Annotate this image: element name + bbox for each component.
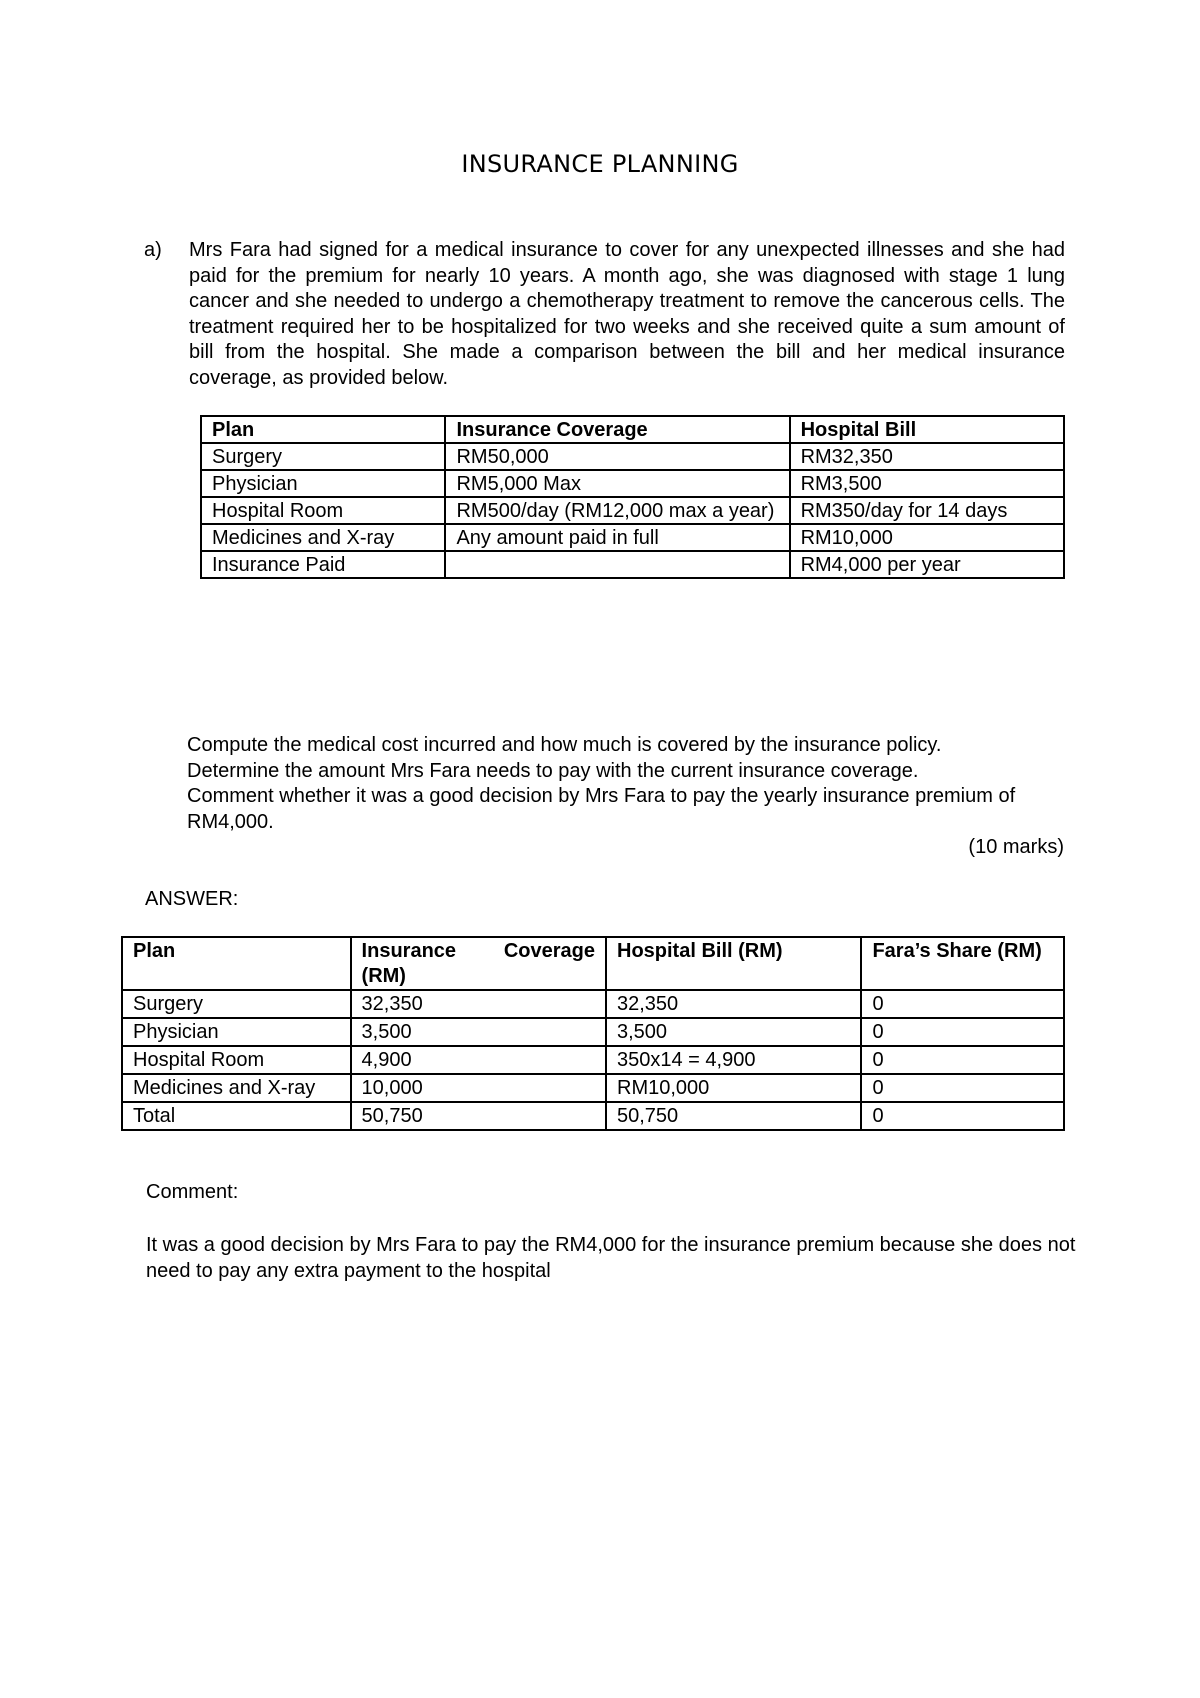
header-cell: Insurance Coverage (RM) (351, 937, 606, 990)
table-row (122, 990, 1064, 1018)
page-title: INSURANCE PLANNING (461, 150, 739, 178)
table-cell: Medicines and X-ray (122, 1074, 351, 1102)
answer-label: ANSWER: (145, 888, 239, 910)
table-cell: Surgery (201, 443, 445, 470)
table-cell: RM350/day for 14 days (790, 497, 1064, 524)
task-item: Compute the medical cost incurred and how much is covered by the insurance policy. (187, 734, 942, 756)
table-cell: RM500/day (RM12,000 max a year) (445, 497, 789, 524)
table-row (122, 1102, 1064, 1130)
table-header-row (201, 416, 1064, 443)
table-cell: Physician (122, 1018, 351, 1046)
table-cell: 3,500 (351, 1018, 606, 1046)
header-cell: Fara’s Share (RM) (861, 937, 1064, 990)
marks-label: (10 marks) (968, 836, 1064, 858)
comment-text: It was a good decision by Mrs Fara to pay the RM4,000 for the insurance premium because she does not need to pay any extra payment to the hospital (146, 1234, 1076, 1282)
task-item: Comment whether it was a good decision by Mrs Fara to pay the yearly insurance premium of RM4,000. (187, 785, 1016, 833)
table-header-row (122, 937, 1064, 990)
table-cell: 0 (861, 1102, 1064, 1130)
table-row (201, 470, 1064, 497)
table-cell: 50,750 (606, 1102, 861, 1130)
table-cell: RM10,000 (606, 1074, 861, 1102)
question-text: Mrs Fara had signed for a medical insurance to cover for any unexpected illnesses and she had paid for the premium for nearly 10 years. A month ago, she was diagnosed with stage 1 lung cancer and she needed to undergo a chemotherapy treatment to remove the cancerous cells. The treatment required her to be hospitalized for two weeks and she received quite a sum amount of bill from the hospital. She made a comparison between the bill and her medical insurance coverage, as provided below. (189, 239, 1065, 389)
header-cell: Hospital Bill (790, 416, 1064, 443)
table-cell: RM3,500 (790, 470, 1064, 497)
table-row (201, 497, 1064, 524)
table-cell: Hospital Room (201, 497, 445, 524)
table-cell: Hospital Room (122, 1046, 351, 1074)
coverage-table (200, 415, 1065, 579)
table-cell: Physician (201, 470, 445, 497)
answer-table (121, 936, 1065, 1131)
table-cell: 32,350 (606, 990, 861, 1018)
table-row (122, 1018, 1064, 1046)
table-row (122, 1046, 1064, 1074)
table-cell: 0 (861, 1046, 1064, 1074)
table-cell: Total (122, 1102, 351, 1130)
question-label: a) (144, 239, 162, 261)
table-cell: RM4,000 per year (790, 551, 1064, 578)
table-cell: 0 (861, 1074, 1064, 1102)
comment-label: Comment: (146, 1181, 239, 1203)
header-cell: Hospital Bill (RM) (606, 937, 861, 990)
table-cell: 0 (861, 1018, 1064, 1046)
table-cell: Insurance Paid (201, 551, 445, 578)
table-cell: 50,750 (351, 1102, 606, 1130)
table-cell: Medicines and X-ray (201, 524, 445, 551)
task-item: Determine the amount Mrs Fara needs to pay with the current insurance coverage. (187, 759, 919, 782)
table-cell: 32,350 (351, 990, 606, 1018)
table-cell: 4,900 (351, 1046, 606, 1074)
table-cell: RM50,000 (445, 443, 789, 470)
table-cell: 350x14 = 4,900 (606, 1046, 861, 1074)
task-list (187, 733, 1065, 835)
table-cell: RM5,000 Max (445, 470, 789, 497)
table-row (201, 443, 1064, 470)
table-cell: Surgery (122, 990, 351, 1018)
table-row (201, 551, 1064, 578)
table-row (122, 1074, 1064, 1102)
header-cell: Plan (201, 416, 445, 443)
header-cell: Insurance Coverage (445, 416, 789, 443)
table-cell: Any amount paid in full (445, 524, 789, 551)
table-cell: 10,000 (351, 1074, 606, 1102)
table-row (201, 524, 1064, 551)
table-cell: 3,500 (606, 1018, 861, 1046)
table-cell: RM32,350 (790, 443, 1064, 470)
table-cell (445, 551, 789, 578)
table-cell: RM10,000 (790, 524, 1064, 551)
table-cell: 0 (861, 990, 1064, 1018)
header-cell: Plan (122, 937, 351, 990)
